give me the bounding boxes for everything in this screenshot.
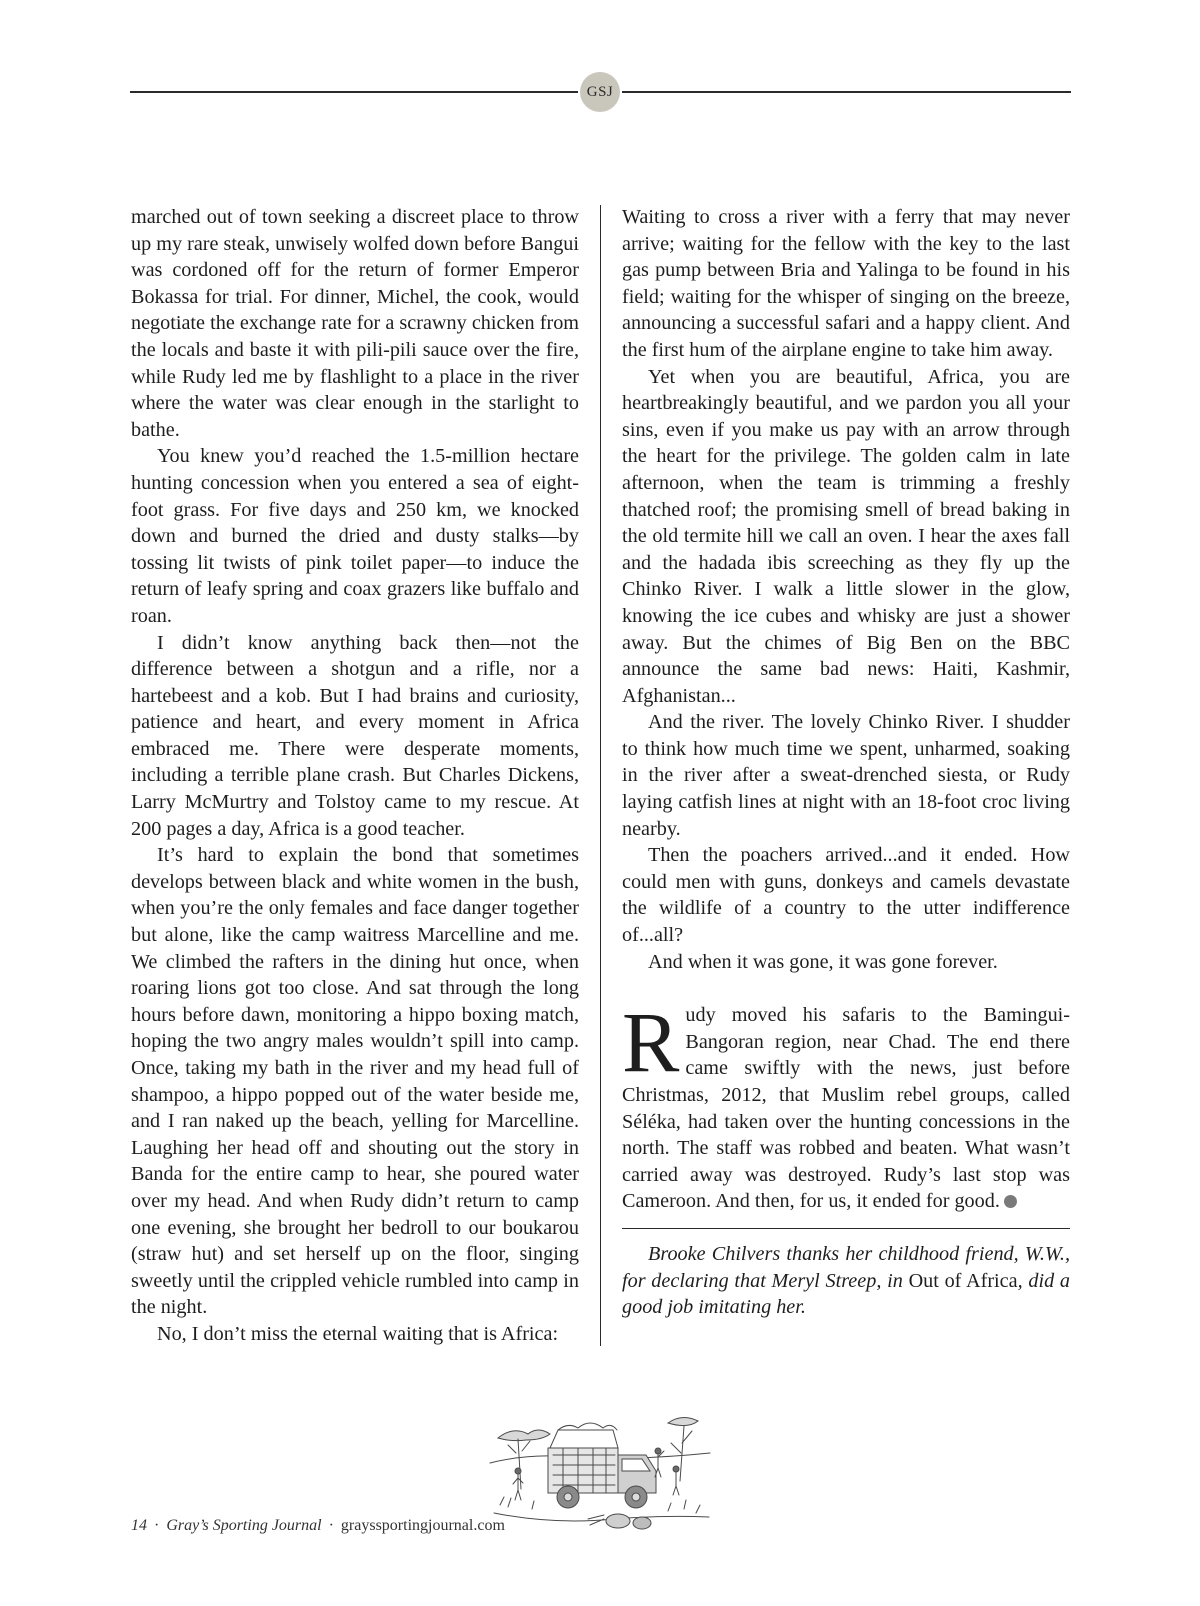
paragraph: And the river. The lovely Chinko River. I shudder to think how much time we spent, unharmed, soaking in the river after a sweat-drenched siesta, or Rudy laying catfish lines at night with an 18-foot croc living nearby. — [622, 711, 1070, 840]
credit-text-end: , did a good job imitating her. — [622, 1269, 1071, 1319]
column-divider — [600, 205, 601, 1346]
gsj-logo-text: GSJ — [586, 83, 614, 100]
paragraph: And when it was gone, it was gone forever. — [648, 950, 998, 973]
safari-truck-illustration — [488, 1393, 713, 1536]
page-number: 14 — [131, 1517, 147, 1534]
article-column-left — [131, 204, 579, 1348]
magazine-name: Gray’s Sporting Journal — [166, 1517, 322, 1534]
paragraph: I didn’t know anything back then—not the difference between a shotgun and a rifle, nor a hartebeest and a kob. But I had brains and curiosity, patience and heart, and every moment in Africa embraced me. There were desperate moments, including a terrible plane crash. But Charles Dickens, Larry McMurtry and Tolstoy came to my rescue. At 200 pages a day, Africa is a good teacher. — [131, 631, 579, 840]
author-credit — [622, 1241, 1070, 1321]
paragraph: It’s hard to explain the bond that sometimes develops between black and white women in the bush, when you’re the only females and face danger together but alone, like the camp waitress Marcelline and me. We climbed the rafters in the dining hut once, when roaring lions got too close. And sat through the long hours before dawn, monitoring a hippo boxing match, hoping the two angry males wouldn’t spill into camp. Once, taking my bath in the river and my head full of shampoo, a hippo popped out of the water beside me, and I ran naked up the beach, yelling for Marcelline. Laughing her head off and shouting out the story in Banda for the entire camp to hear, she poured water over my head. And when Rudy didn’t return to camp one evening, she brought her bedroll to our boukarou (straw hut) and set herself up on the floor, singing sweetly until the crippled vehicle rumbled into camp in the night. — [131, 844, 579, 1319]
header-rule-left — [130, 91, 578, 93]
paragraph: Then the poachers arrived...and it ended. How could men with guns, donkeys and camels devastate the wildlife of a country to the utter indifference of...all? — [622, 844, 1070, 947]
footer-separator: · — [328, 1517, 334, 1534]
paragraph: You knew you’d reached the 1.5-million hectare hunting concession when you entered a sea of eight-foot grass. For five days and 250 km, we knocked down and burned the dried and dusty stalks—by tossing lit twists of pink toilet paper—to induce the return of leafy spring and coax grazers like buffalo and roan. — [131, 445, 579, 627]
gsj-logo-badge — [580, 72, 620, 112]
end-mark-icon — [1004, 1195, 1017, 1208]
website-url: grayssportingjournal.com — [340, 1517, 505, 1534]
header-rule-right — [622, 91, 1071, 93]
credit-book-title: Out of Africa — [908, 1269, 1018, 1292]
paragraph: No, I don’t miss the eternal waiting that is Africa: — [157, 1322, 559, 1345]
page-footer — [131, 1517, 505, 1535]
footer-separator: · — [154, 1517, 160, 1534]
credit-text-start: Brooke Chilvers thanks her childhood friend, W.W., for declaring that Meryl Streep, in — [622, 1243, 1070, 1292]
article-column-right — [622, 204, 1070, 1321]
dropcap-paragraph — [622, 994, 1070, 1215]
dropcap-paragraph-text: udy moved his safaris to the Bamingui-Bangoran region, near Chad. The end there came swiftly with the news, just before Christmas, 2012, that Muslim rebel groups, called Séléka, had taken over the hunting concessions in the north. The staff was robbed and beaten. What wasn’t carried away was destroyed. Rudy’s last stop was Cameroon. And then, for us, it ended for good. — [622, 1004, 1070, 1213]
paragraph: marched out of town seeking a discreet place to throw up my rare steak, unwisely wolfed down before Bangui was cordoned off for the return of former Emperor Bokassa for trial. For dinner, Michel, the cook, would negotiate the exchange rate for a scrawny chicken from the locals and baste it with pili-pili sauce over the fire, while Rudy led me by flashlight to a place in the river where the water was clear enough in the starlight to bathe. — [131, 206, 579, 441]
paragraph: Yet when you are beautiful, Africa, you are heartbreakingly beautiful, and we pardon you all your sins, even if you make us pay with an arrow through the heart for the privilege. The golden calm in late afternoon, when the team is trimming a freshly thatched roof; the promising smell of bread baking in the old termite hill we call an oven. I hear the axes fall and the hadada ibis screeching as they fly up the Chinko River. I walk a little slower in the glow, knowing the ice cubes and whisky are just a shower away. But the chimes of Big Ben on the BBC announce the same bad news: Haiti, Kashmir, Afghanistan... — [622, 365, 1070, 707]
drop-cap: R — [622, 994, 680, 1091]
paragraph: Waiting to cross a river with a ferry that may never arrive; waiting for the fellow with the key to the last gas pump between Bria and Yalinga to be found in his field; waiting for the whisper of singing on the breeze, announcing a successful safari and a happy client. And the first hum of the airplane engine to take him away. — [622, 206, 1070, 361]
credit-rule — [622, 1228, 1070, 1229]
